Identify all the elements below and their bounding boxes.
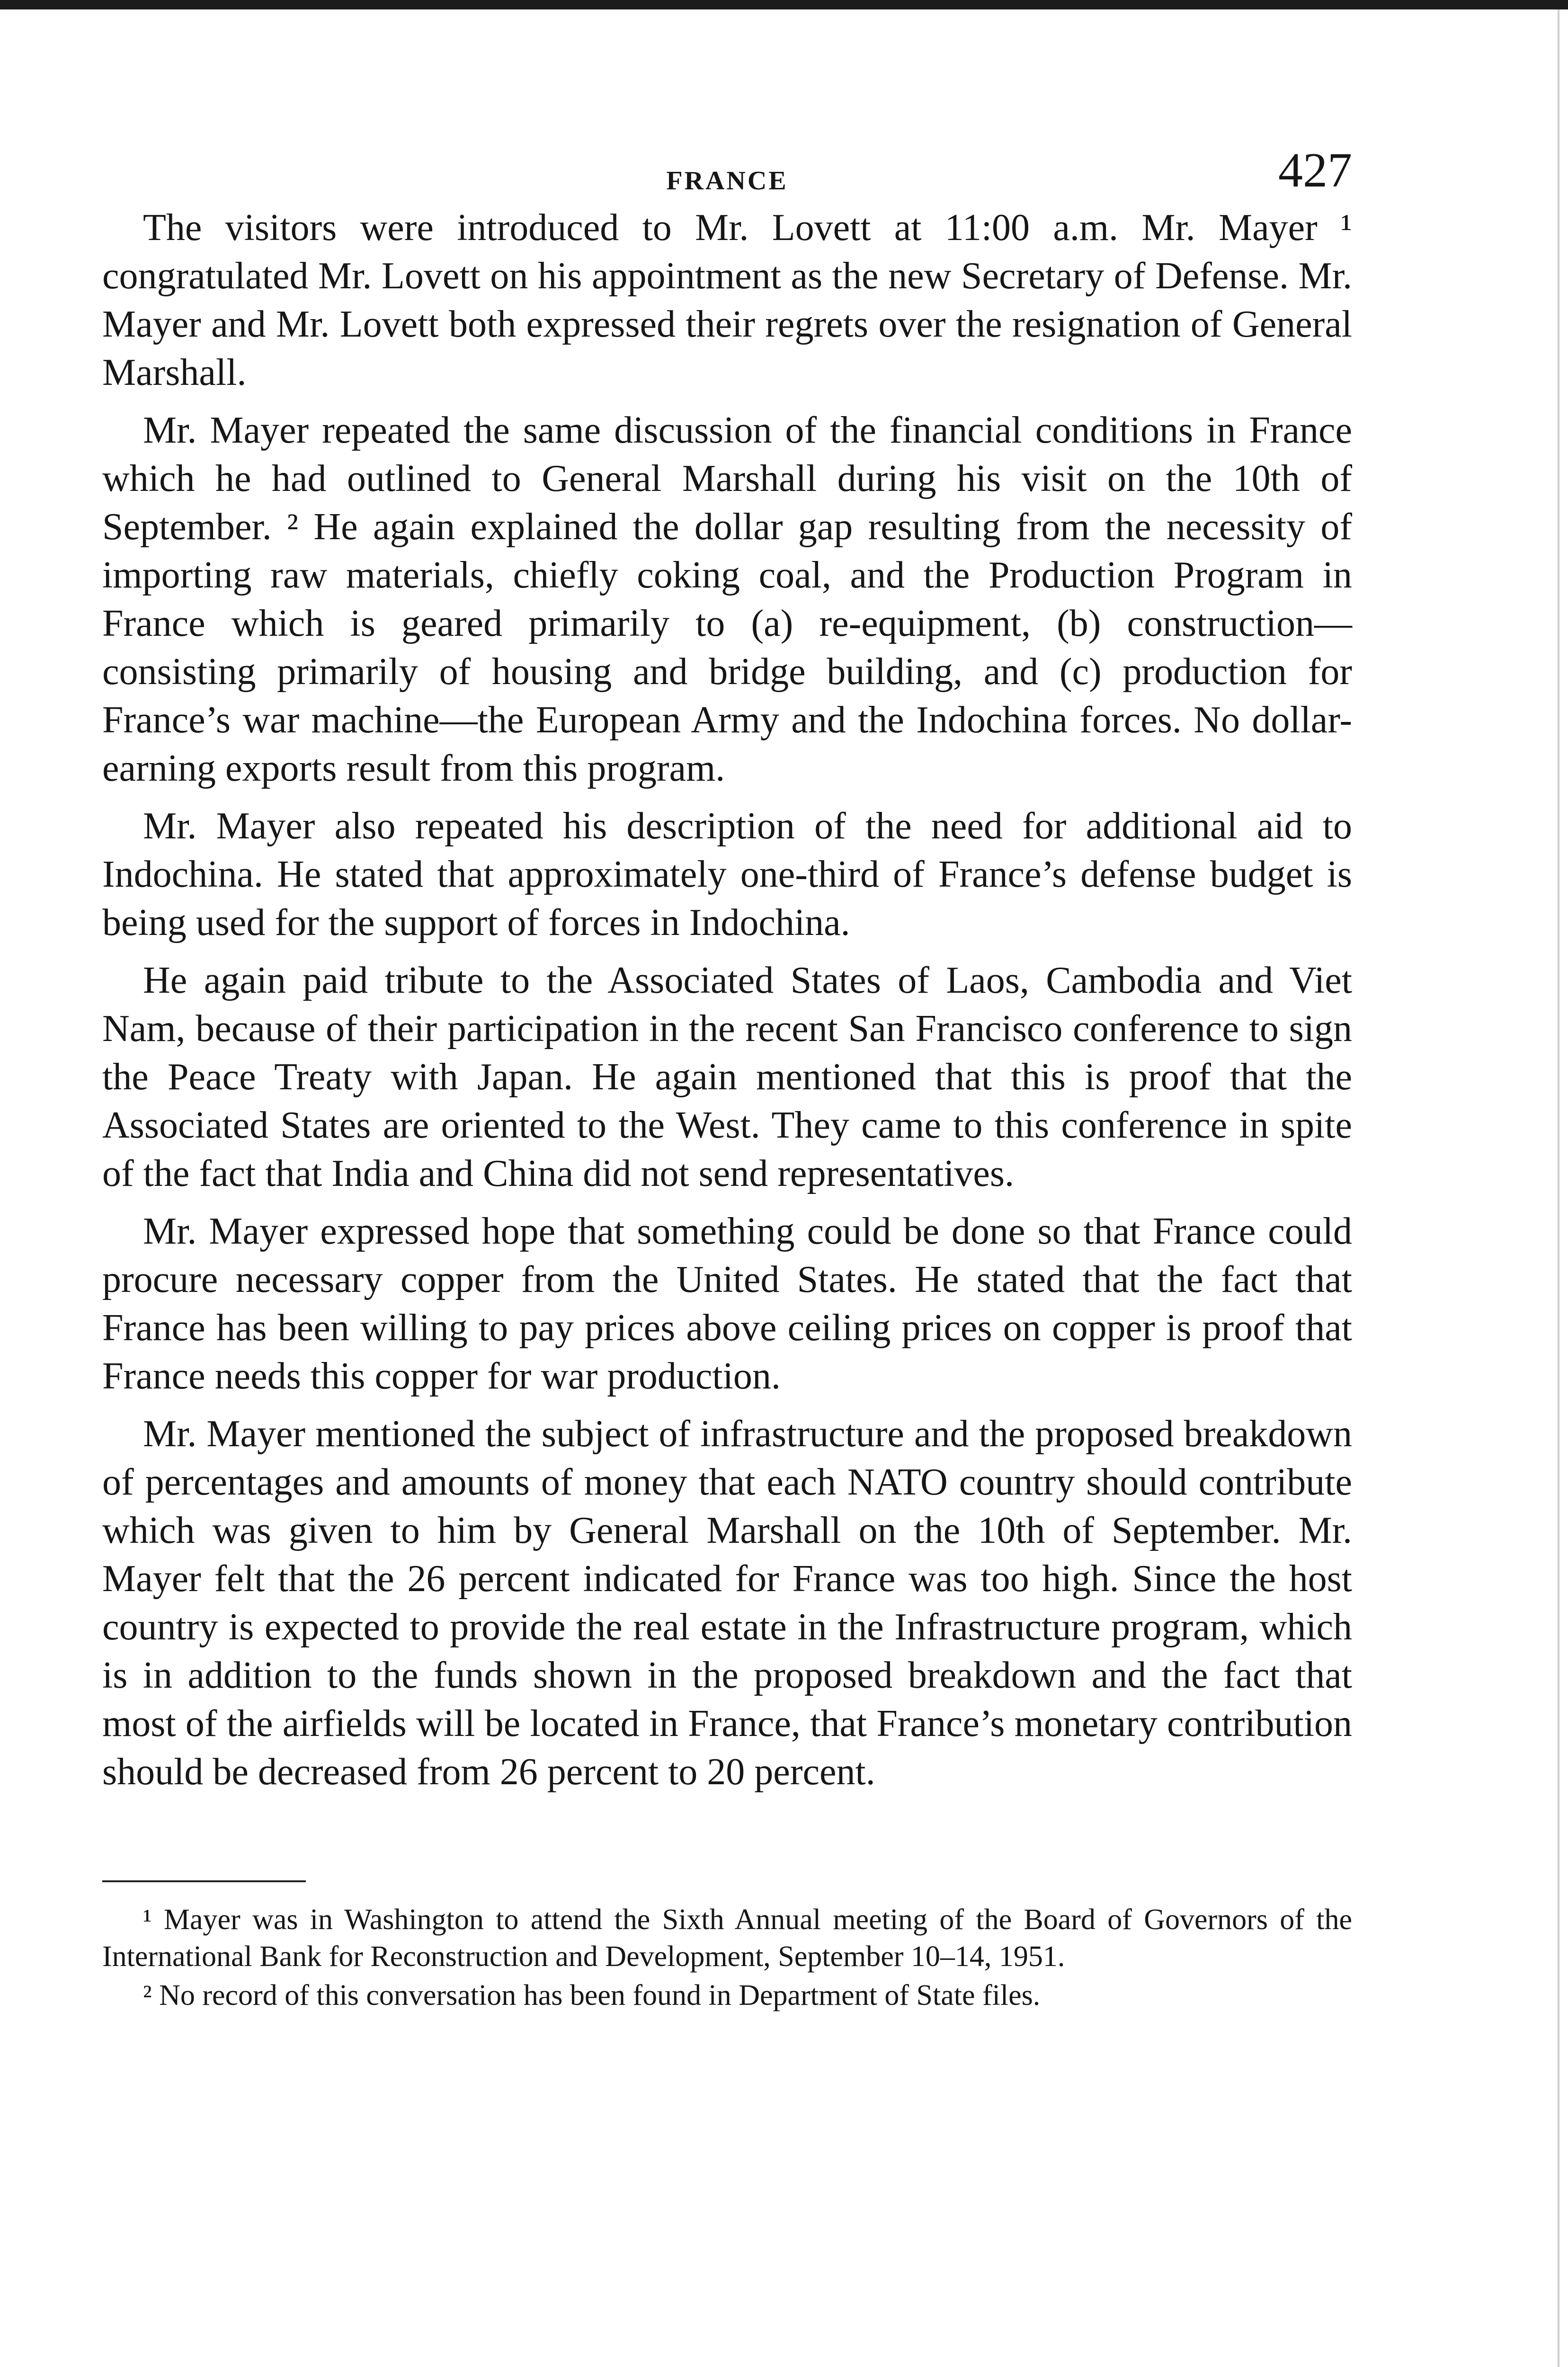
body-text xyxy=(102,204,1352,1796)
paragraph-6: Mr. Mayer mentioned the subject of infrastructure and the proposed breakdown of percentages and amounts of money that each NATO country should contribute which was given to him by General Marshall on the 10th of September. Mr. Mayer felt that the 26 percent indicated for France was too high. Since the host country is expected to provide the real estate in the Infrastructure program, which is in addition to the funds shown in the proposed breakdown and the fact that most of the airfields will be located in France, that France’s monetary contribution should be decreased from 26 percent to 20 percent. xyxy=(102,1413,1352,1793)
paragraph-2: Mr. Mayer repeated the same discussion of the financial conditions in France which he had outlined to General Marshall during his visit on the 10th of September. ² He again explained the dollar gap resulting from the necessity of importing raw materials, chiefly coking coal, and the Production Program in France which is geared primarily to (a) re-equipment, (b) construction—consisting primarily of housing and bridge building, and (c) production for France’s war machine—the European Army and the Indochina forces. No dollar-earning exports result from this program. xyxy=(102,409,1352,789)
page-number: 427 xyxy=(1278,143,1352,197)
footnotes xyxy=(102,1901,1352,2014)
scan-top-edge xyxy=(0,0,1568,9)
footnote-divider xyxy=(102,1880,306,1882)
running-head xyxy=(102,137,1352,204)
paragraph-4: He again paid tribute to the Associated States of Laos, Cambodia and Viet Nam, because of their participation in the recent San Francisco conference to sign the Peace Treaty with Japan. He again mentioned that this is proof that the Associated States are oriented to the West. They came to this conference in spite of the fact that India and China did not send representatives. xyxy=(102,960,1352,1194)
scan-right-edge xyxy=(1558,9,1559,2367)
footnote-2: ² No record of this conversation has been found in Department of State files. xyxy=(143,1979,1041,2011)
footnote-1: ¹ Mayer was in Washington to attend the Sixth Annual meeting of the Board of Governors of the International Bank for Reconstruction and Development, September 10–14, 1951. xyxy=(102,1904,1352,1973)
paragraph-1: The visitors were introduced to Mr. Lovett at 11:00 a.m. Mr. Mayer ¹ congratulated Mr. Lovett on his appointment as the new Secretary of Defense. Mr. Mayer and Mr. Lovett both expressed their regrets over the resignation of General Marshall. xyxy=(102,207,1352,393)
paragraph-5: Mr. Mayer expressed hope that something could be done so that France could procure necessary copper from the United States. He stated that the fact that France has been willing to pay prices above ceiling prices on copper is proof that France needs this copper for war production. xyxy=(102,1210,1352,1397)
running-title: FRANCE xyxy=(666,166,788,196)
document-page xyxy=(102,137,1352,2014)
paragraph-3: Mr. Mayer also repeated his description of the need for additional aid to Indochina. He stated that approximately one-third of France’s defense budget is being used for the support of forces in Indochina. xyxy=(102,805,1352,943)
